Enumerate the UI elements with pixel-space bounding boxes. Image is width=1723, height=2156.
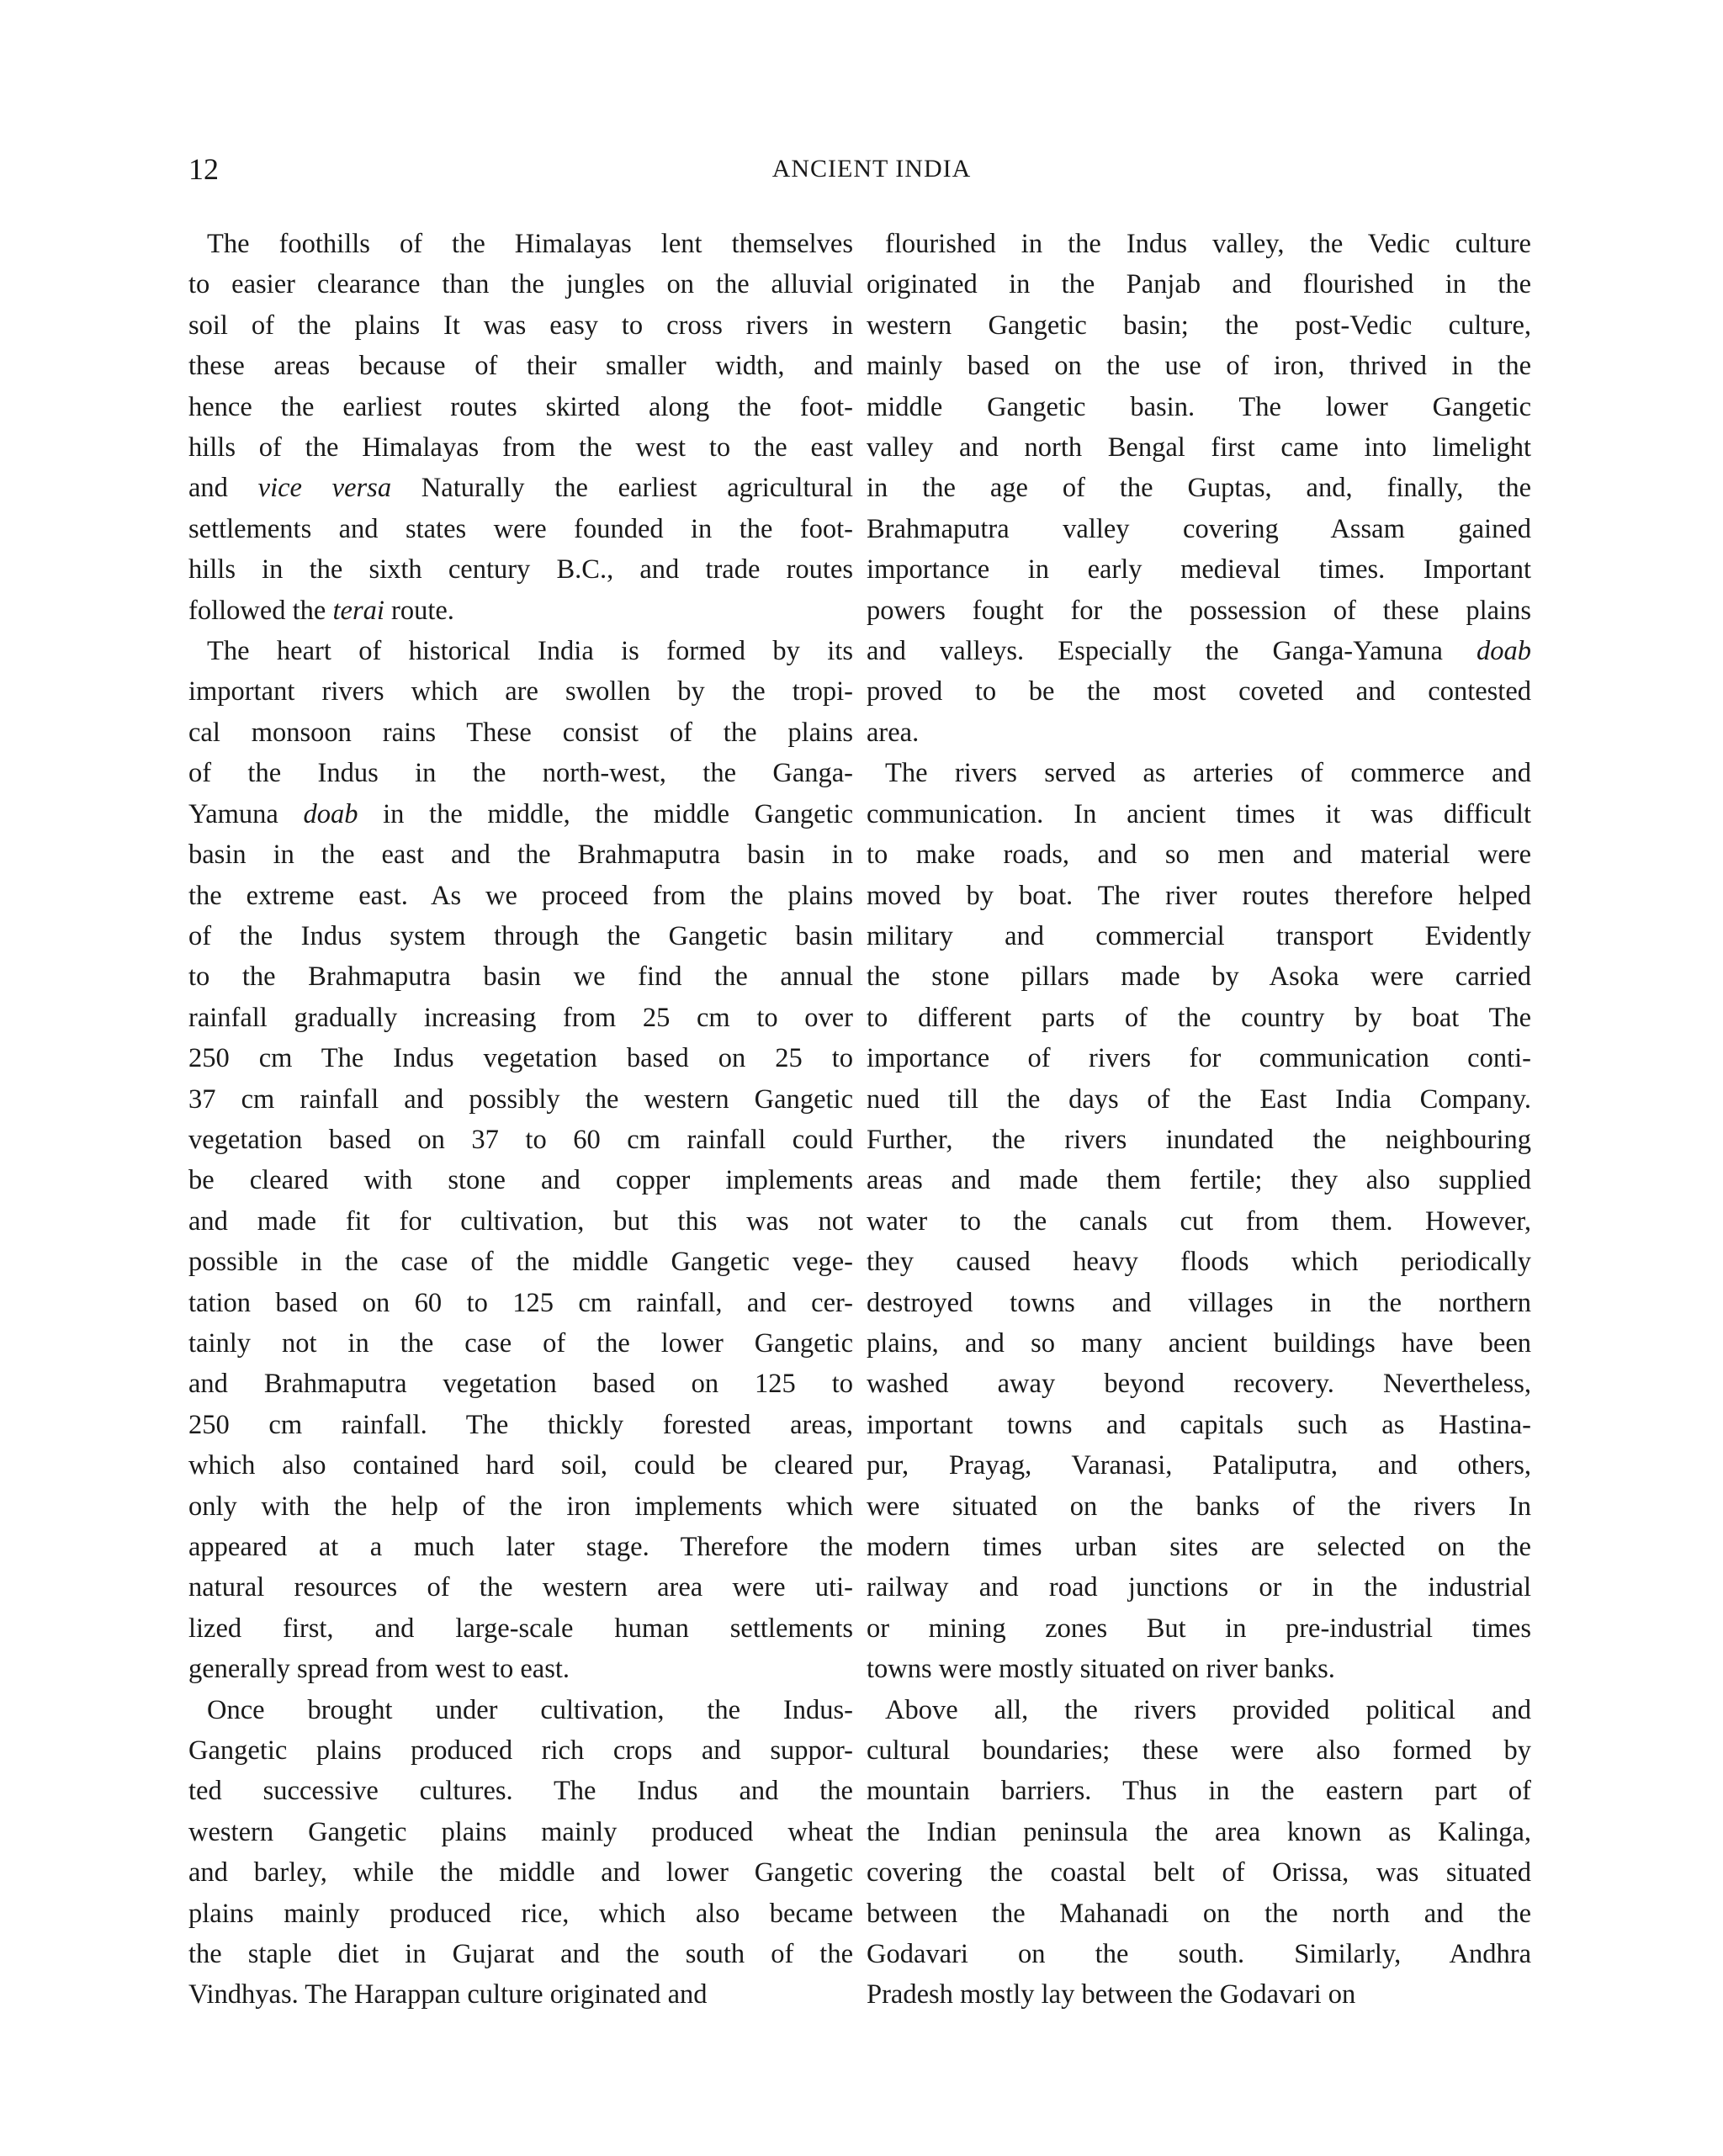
left-text-column: [188, 224, 853, 2016]
text-line: 37 cm rainfall and possibly the western Gangetic: [188, 1083, 853, 1115]
text-line: settlements and states were founded in the foot-: [188, 513, 853, 544]
text-line: the stone pillars made by Asoka were carried: [867, 961, 1531, 993]
text-line: towns were mostly situated on river banks.: [867, 1654, 1335, 1685]
text-line: Brahmaputra valley covering Assam gained: [867, 513, 1531, 544]
text-line: The rivers served as arteries of commerce and: [885, 758, 1531, 789]
text-line: rainfall gradually increasing from 25 cm to over: [188, 1002, 853, 1033]
italic-term: terai: [332, 595, 384, 626]
text-line: possible in the case of the middle Gangetic vege-: [188, 1247, 853, 1278]
text-line: natural resources of the western area were uti-: [188, 1572, 853, 1603]
text-line: and Brahmaputra vegetation based on 125 to: [188, 1369, 853, 1400]
text-line: and made fit for cultivation, but this was not: [188, 1205, 853, 1237]
text-line: important towns and capitals such as Hastina-: [867, 1409, 1531, 1440]
text-line: modern times urban sites are selected on the: [867, 1532, 1531, 1562]
paragraph: [188, 631, 853, 1690]
text-line: the extreme east. As we proceed from the plains: [188, 880, 853, 911]
text-line: importance of rivers for communication conti-: [867, 1043, 1531, 1074]
text-line: ted successive cultures. The Indus and the: [188, 1776, 853, 1807]
right-text-column: [867, 224, 1531, 2016]
text-line: the staple diet in Gujarat and the south of the: [188, 1939, 853, 1970]
text-line: and valleys. Especially the Ganga-Yamuna doab: [867, 636, 1531, 667]
text-line: 250 cm The Indus vegetation based on 25 to: [188, 1043, 853, 1074]
text-line: Yamuna doab in the middle, the middle Gangetic: [188, 798, 853, 829]
text-line: flourished in the Indus valley, the Vedic culture: [885, 229, 1531, 259]
text-line: to different parts of the country by boat The: [867, 1002, 1531, 1033]
text-line: followed the terai route.: [188, 595, 454, 626]
text-line: and barley, while the middle and lower Gangetic: [188, 1857, 853, 1888]
text-line: railway and road junctions or in the industrial: [867, 1572, 1531, 1603]
running-title: ANCIENT INDIA: [771, 155, 972, 183]
text-line: basin in the east and the Brahmaputra basin in: [188, 840, 853, 871]
text-line: water to the canals cut from them. However,: [867, 1205, 1531, 1237]
text-line: of the Indus in the north-west, the Ganga-: [188, 758, 853, 789]
text-line: western Gangetic basin; the post-Vedic culture,: [867, 310, 1531, 341]
text-line: hills in the sixth century B.C., and trade routes: [188, 554, 853, 585]
text-line: to easier clearance than the jungles on the alluvial: [188, 269, 853, 300]
text-line: communication. In ancient times it was difficult: [867, 798, 1531, 829]
text-line: area.: [867, 717, 920, 748]
text-line: these areas because of their smaller width, and: [188, 351, 853, 382]
text-line: of the Indus system through the Gangetic basin: [188, 920, 853, 951]
text-line: to the Brahmaputra basin we find the annual: [188, 961, 853, 993]
text-line: which also contained hard soil, could be cleared: [188, 1450, 853, 1481]
paragraph: [188, 1690, 853, 2016]
text-line: were situated on the banks of the rivers In: [867, 1491, 1531, 1522]
text-line: cultural boundaries; these were also formed by: [867, 1735, 1531, 1767]
text-line: or mining zones But in pre-industrial times: [867, 1613, 1531, 1644]
text-line: destroyed towns and villages in the northern: [867, 1287, 1531, 1318]
text-line: washed away beyond recovery. Nevertheless,: [867, 1369, 1531, 1400]
text-line: important rivers which are swollen by the tropi-: [188, 676, 853, 707]
text-line: covering the coastal belt of Orissa, was situated: [867, 1857, 1531, 1888]
text-line: 250 cm rainfall. The thickly forested areas,: [188, 1409, 853, 1440]
text-line: powers fought for the possession of these plains: [867, 595, 1531, 626]
text-line: soil of the plains It was easy to cross rivers in: [188, 310, 853, 341]
paragraph: [188, 224, 853, 631]
text-line: vegetation based on 37 to 60 cm rainfall could: [188, 1124, 853, 1155]
text-line: Vindhyas. The Harappan culture originated and: [188, 1979, 708, 2010]
text-line: tainly not in the case of the lower Gangetic: [188, 1327, 853, 1359]
text-line: Once brought under cultivation, the Indus-: [207, 1694, 853, 1725]
text-line: they caused heavy floods which periodically: [867, 1247, 1531, 1278]
italic-term: doab: [1476, 636, 1531, 667]
text-line: mainly based on the use of iron, thrived in the: [867, 351, 1531, 382]
text-line: proved to be the most coveted and contested: [867, 676, 1531, 707]
paragraph: [867, 1690, 1531, 2016]
text-line: be cleared with stone and copper implements: [188, 1165, 853, 1196]
paragraph: [867, 753, 1531, 1689]
text-line: in the age of the Guptas, and, finally, the: [867, 473, 1531, 504]
text-line: originated in the Panjab and flourished in the: [867, 269, 1531, 300]
text-line: to make roads, and so men and material were: [867, 840, 1531, 871]
text-line: valley and north Bengal first came into limelight: [867, 432, 1531, 464]
text-line: pur, Prayag, Varanasi, Pataliputra, and others,: [867, 1450, 1531, 1481]
text-line: Further, the rivers inundated the neighbouring: [867, 1124, 1531, 1155]
text-line: The heart of historical India is formed by its: [207, 636, 853, 667]
text-line: moved by boat. The river routes therefore helped: [867, 880, 1531, 911]
text-line: Gangetic plains produced rich crops and suppor-: [188, 1735, 853, 1767]
page-header: [188, 151, 1555, 192]
text-line: Pradesh mostly lay between the Godavari on: [867, 1979, 1356, 2010]
page-number: 12: [188, 152, 219, 186]
paragraph: [867, 224, 1531, 753]
text-line: Godavari on the south. Similarly, Andhra: [867, 1939, 1531, 1970]
text-line: the Indian peninsula the area known as Kalinga,: [867, 1816, 1531, 1847]
italic-term: doab: [303, 798, 358, 829]
text-line: tation based on 60 to 125 cm rainfall, and cer-: [188, 1287, 853, 1318]
italic-term: vice versa: [257, 473, 392, 504]
text-line: military and commercial transport Evidently: [867, 920, 1531, 951]
text-line: only with the help of the iron implements which: [188, 1491, 853, 1522]
text-line: hills of the Himalayas from the west to the east: [188, 432, 853, 464]
text-line: plains, and so many ancient buildings have been: [867, 1327, 1531, 1359]
text-line: and vice versa Naturally the earliest agricultural: [188, 473, 854, 504]
text-line: generally spread from west to east.: [188, 1654, 570, 1685]
text-line: The foothills of the Himalayas lent themselves: [207, 229, 853, 259]
text-line: plains mainly produced rice, which also became: [188, 1898, 853, 1929]
text-line: lized first, and large-scale human settlements: [188, 1613, 853, 1644]
text-line: nued till the days of the East India Company.: [867, 1083, 1531, 1115]
text-line: hence the earliest routes skirted along the foot-: [188, 391, 853, 422]
text-line: areas and made them fertile; they also supplied: [867, 1165, 1531, 1196]
text-line: mountain barriers. Thus in the eastern part of: [867, 1776, 1531, 1807]
text-line: middle Gangetic basin. The lower Gangetic: [867, 391, 1531, 422]
text-line: cal monsoon rains These consist of the plains: [188, 717, 853, 748]
text-line: importance in early medieval times. Important: [867, 554, 1531, 585]
text-line: western Gangetic plains mainly produced wheat: [188, 1816, 853, 1847]
text-line: Above all, the rivers provided political and: [885, 1694, 1531, 1725]
text-line: between the Mahanadi on the north and the: [867, 1898, 1531, 1929]
text-line: appeared at a much later stage. Therefore the: [188, 1532, 853, 1562]
